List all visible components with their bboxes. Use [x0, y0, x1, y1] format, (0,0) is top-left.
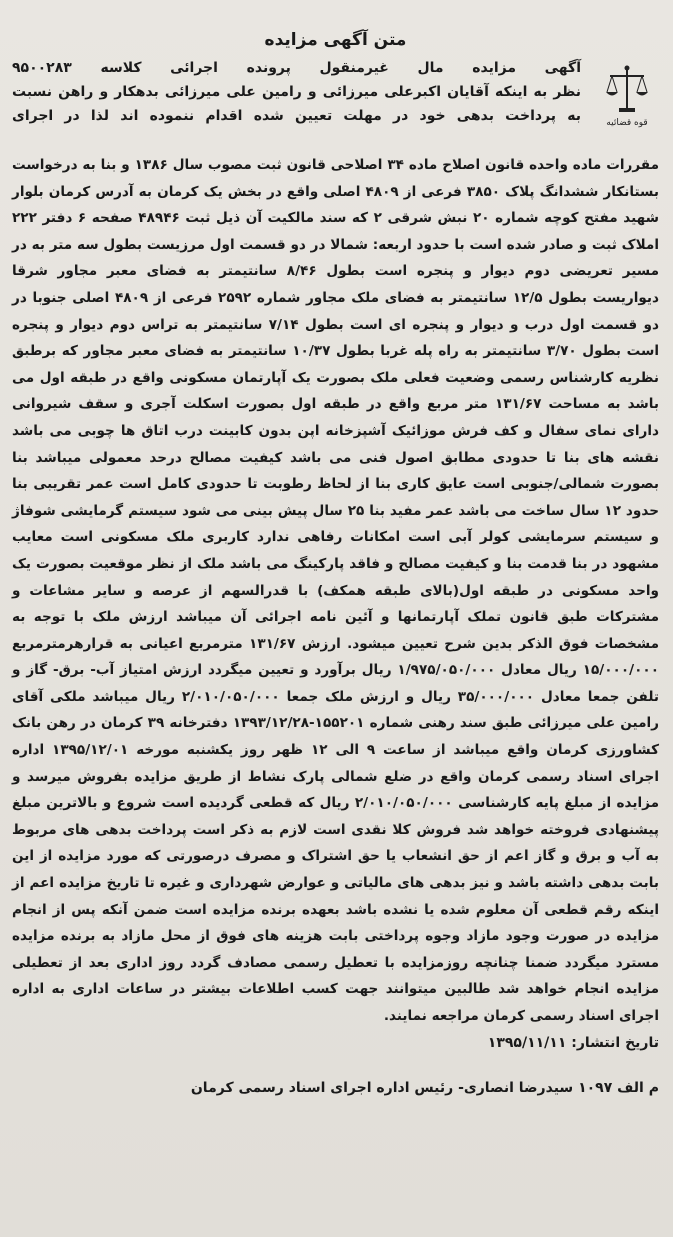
intro-line: نظر به اینکه آقایان اکبرعلی میرزائی و رامین علی میرزائی بدهکار و راهن نسبت: [12, 84, 581, 100]
case-reference-line: آگهی مزایده مال غیرمنقول پرونده اجرائی کلاسه ۹۵۰۰۲۸۳: [12, 60, 581, 76]
notice-title: متن آگهی مزایده: [264, 30, 407, 50]
publication-date: تاریخ انتشار: ۱۳۹۵/۱۱/۱۱: [487, 1034, 659, 1051]
notice-header: [12, 30, 659, 150]
emblem-caption: قوه قضائیه: [606, 118, 648, 128]
signature-line: م الف ۱۰۹۷ سیدرضا انصاری- رئیس اداره اجرای اسناد رسمی کرمان: [190, 1079, 659, 1096]
intro-line: به پرداخت بدهی خود در مهلت تعیین شده اقدام ننموده اند لذا در اجرای: [12, 108, 581, 124]
judiciary-emblem: [603, 64, 651, 134]
scales-of-justice-icon: [605, 64, 649, 116]
notice-body: مقررات ماده واحده قانون اصلاح ماده ۳۴ اصلاحی قانون ثبت مصوب سال ۱۳۸۶ و بنا به درخواست بستانکار ششدانگ پلاک ۳۸۵۰ فرعی از ۴۸۰۹ اصلی واقع در بخش یک کرمان به آدرس کرمان بلوار شهید مفتح کوچه شماره ۲۰ نبش شرقی ۲ که سند مالکیت آن ذیل ثبت ۴۸۹۴۶ صفحه ۶ دفتر ۲۲۲ املاک ثبت و صادر شده است با حدود اربعه: شمالا در دو قسمت اول مرزیست بطول سه متر به در مسیر تعریضی دوم دیوار و پنجره است بطول ۸/۴۶ سانتیمتر به فضای معبر مجاور شرقا دیواریست بطول ۱۲/۵ سانتیمتر به فضای ملک مجاور شماره ۲۵۹۲ فرعی از ۴۸۰۹ اصلی جنوبا در دو قسمت اول درب و دیوار و پنجره ای است بطول ۷/۱۴ سانتیمتر به تراس دوم دیوار و پنجره است بطول ۳/۷۰ سانتیمتر به راه پله غربا بطول ۱۰/۳۷ سانتیمتر به فضای معبر مجاور که برطبق نظریه کارشناس رسمی وضعیت فعلی ملک بصورت یک آپارتمان مسکونی واقع در طبقه اول می باشد به مساحت ۱۳۱/۶۷ متر مربع واقع در طبقه اول بصورت اسکلت آجری و سقف شیروانی دارای نمای سفال و کف فرش موزائیک آشپزخانه اپن بدون کابینت درب اتاق ها چوبی می باشد نقشه های بنا تا حدودی مطابق اصول فنی می باشد کیفیت مصالح درحد معمولی میباشد بنا بصورت شمالی/جنوبی است عایق کاری بنا از لحاظ رطوبت تا حدودی کامل است عمر تقریبی بنا حدود ۱۲ سال ساخت می باشد عمر مفید بنا ۲۵ سال پیش بینی می شود سیستم گرمایشی شوفاژ و سیستم سرمایشی کولر آبی است امکانات رفاهی ندارد کاربری ملک مسکونی است معایب مشهود در بنا قدمت بنا و کیفیت مصالح و فاقد پارکینگ می باشد ملک از نظر موقعیت بصورت یک واحد مسکونی در طبقه اول(بالای طبقه همکف) با قدرالسهم از عرصه و سایر مشاعات و مشترکات طبق قانون تملک آپارتمانها و آئین نامه اجرائی آن میباشد ارزش ملک با توجه به مشخصات فوق الذکر بدین شرح تعیین میشود. ارزش ۱۳۱/۶۷ مترمربع اعیانی به قرارهرمترمربع ۱۵/۰۰۰/۰۰۰ ریال معادل ۱/۹۷۵/۰۵۰/۰۰۰ ریال برآورد و تعیین میگردد ارزش امتیاز آب- برق- گاز و تلفن جمعا معادل ۳۵/۰۰۰/۰۰۰ ریال و ارزش ملک جمعا ۲/۰۱۰/۰۵۰/۰۰۰ ریال میباشد ملکی آقای رامین علی میرزائی طبق سند رهنی شماره ۱۵۵۲۰۱-۱۳۹۳/۱۲/۲۸ دفترخانه ۳۹ کرمان در رهن بانک کشاورزی کرمان واقع میباشد از ساعت ۹ الی ۱۲ ظهر روز یکشنبه مورخه ۱۳۹۵/۱۲/۰۱ اداره اجرای اسناد رسمی کرمان واقع در ضلع شمالی پارک نشاط از طریق مزایده بفروش میرسد و مزایده از مبلغ پایه کارشناسی ۲/۰۱۰/۰۵۰/۰۰۰ ریال که قطعی گردیده است شروع و بالاترین مبلغ پیشنهادی فروخته خواهد شد فروش کلا نقدی است لازم به ذکر است پرداخت بدهی های مربوط به آب و برق و گاز اعم از حق انشعاب یا حق اشتراک و مصرف درصورتی که مورد مزایده از این بابت بدهی داشته باشد و نیز بدهی های مالیاتی و عوارض شهرداری و غیره تا تاریخ مزایده اعم از اینکه رقم قطعی آن معلوم شده یا نشده باشد بعهده برنده مزایده است ضمن آنکه پس از انجام مزایده در صورت وجود مازاد وجوه پرداختی بابت هزینه های فوق از محل مازاد به برنده مزایده مسترد میگردد ضمنا چنانچه روزمزایده با تعطیل رسمی مصادف گردد روز اداری بعد از تعطیلی مزایده انجام خواهد شد طالبین میتوانند جهت کسب اطلاعات بیشتر در ساعات اداری به اداره اجرای اسناد رسمی کرمان مراجعه نمایند.: [12, 157, 660, 1024]
